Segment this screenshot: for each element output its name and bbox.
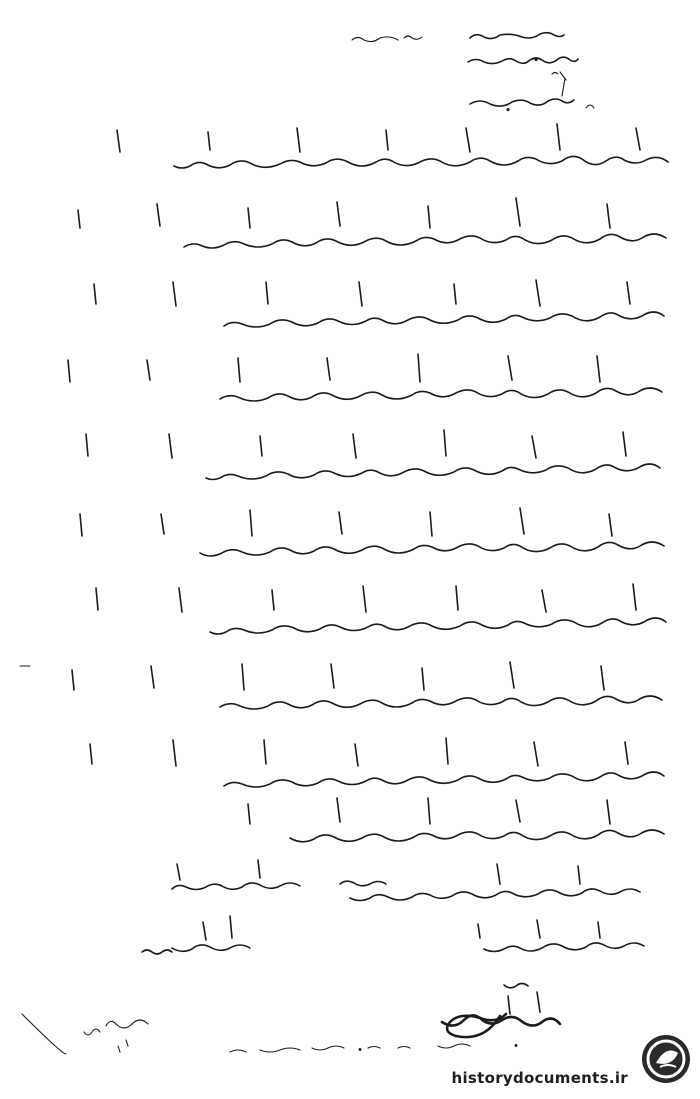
watermark-site: historydocuments.ir [451, 1069, 628, 1087]
letter-closing-line [172, 860, 640, 901]
letter-header-stamp [352, 33, 594, 111]
archive-seal-icon [640, 1033, 692, 1085]
margin-strokes [20, 666, 148, 1054]
letter-date-lines [142, 916, 644, 954]
letter-body-lines [68, 124, 668, 842]
archive-watermark [392, 1025, 692, 1087]
